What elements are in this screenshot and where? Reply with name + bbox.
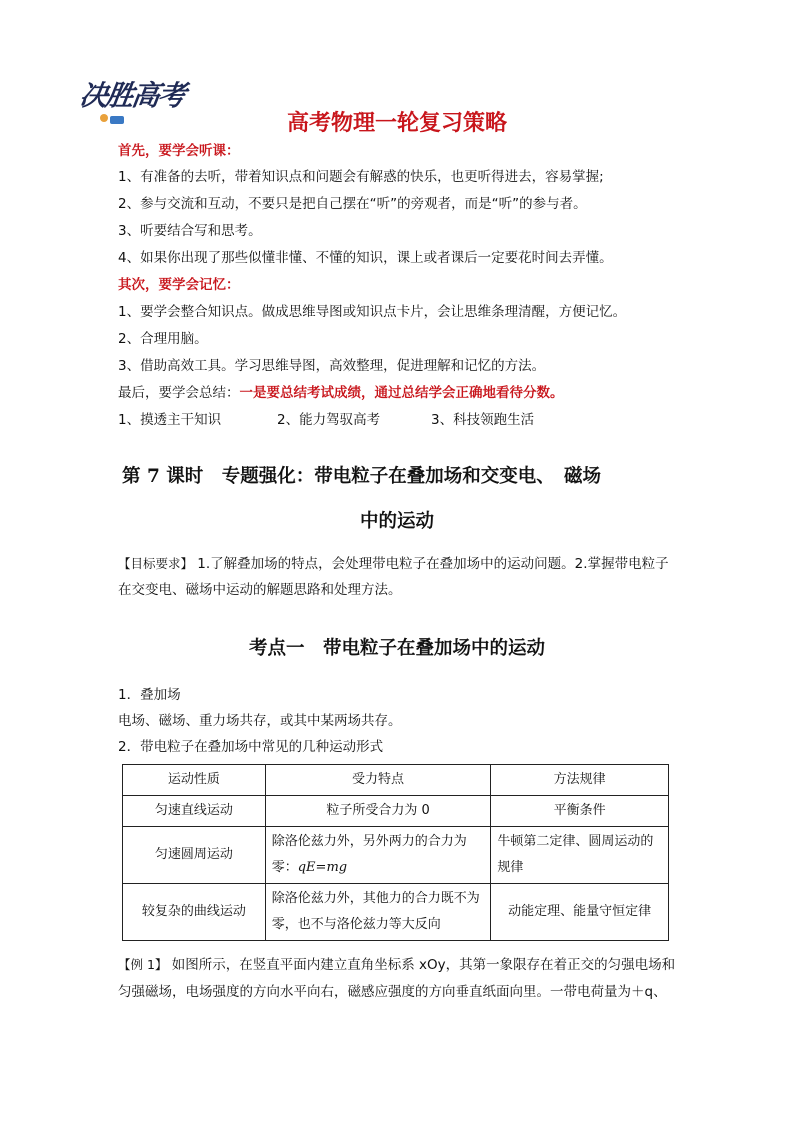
example-line2: 匀强磁场，电场强度的方向水平向右，磁感应强度的方向垂直纸面向里。一带电荷量为＋q、 bbox=[118, 984, 667, 1000]
section3-prefix: 最后，要学会总结： bbox=[118, 385, 240, 401]
section3-point-3: 3、科技领跑生活 bbox=[431, 412, 535, 428]
table-row bbox=[123, 827, 669, 884]
lesson-title-line2: 中的运动 bbox=[359, 511, 434, 532]
formula: qE=mg bbox=[297, 860, 348, 875]
table-header: 受力特点 bbox=[265, 765, 491, 796]
motion-table bbox=[122, 764, 669, 941]
topic1-sub2: 2．带电粒子在叠加场中常见的几种运动形式 bbox=[118, 739, 384, 755]
topic1-sub1-text: 电场、磁场、重力场共存，或其中某两场共存。 bbox=[118, 713, 402, 729]
table-cell: 匀速直线运动 bbox=[123, 796, 266, 827]
goal-text-1: 1.了解叠加场的特点，会处理带电粒子在叠加场中的运动问题。2.掌握带电粒子 bbox=[193, 556, 669, 572]
section1-item-2: 2、参与交流和互动，不要只是把自己摆在“听”的旁观者，而是“听”的参与者。 bbox=[118, 196, 587, 212]
page-title: 高考物理一轮复习策略 bbox=[286, 111, 507, 136]
example-line1 bbox=[118, 956, 675, 974]
section3-highlight: 一是要总结考试成绩，通过总结学会正确地看待分数。 bbox=[239, 385, 564, 401]
table-cell: 粒子所受合力为 0 bbox=[265, 796, 491, 827]
table-cell: 匀速圆周运动 bbox=[123, 827, 266, 884]
topic1-title: 考点一 带电粒子在叠加场中的运动 bbox=[248, 638, 545, 659]
table-cell: 较复杂的曲线运动 bbox=[123, 884, 266, 941]
table-cell: 平衡条件 bbox=[491, 796, 669, 827]
section2-heading: 其次，要学会记忆： bbox=[118, 277, 240, 293]
example-tag: 【例 1】 bbox=[118, 957, 168, 972]
goal-line2: 在交变电、磁场中运动的解题思路和处理方法。 bbox=[118, 582, 402, 598]
logo-text: 决胜高考 bbox=[77, 79, 187, 112]
table-header: 运动性质 bbox=[123, 765, 266, 796]
goal-line1 bbox=[118, 555, 669, 573]
section2-item-1: 1、要学会整合知识点。做成思维导图或知识点卡片，会让思维条理清醒，方便记忆。 bbox=[118, 304, 627, 320]
table-cell bbox=[265, 827, 491, 884]
table-row bbox=[123, 796, 669, 827]
section1-item-4: 4、如果你出现了那些似懂非懂、不懂的知识，课上或者课后一定要花时间去弄懂。 bbox=[118, 250, 613, 266]
section3-point-2: 2、能力驾驭高考 bbox=[277, 412, 381, 428]
section1-heading: 首先，要学会听课： bbox=[118, 143, 240, 159]
section3-point-1: 1、摸透主干知识 bbox=[118, 412, 222, 428]
section3-summary bbox=[118, 384, 564, 402]
lesson-title-line1: 第 7 课时 专题强化：带电粒子在叠加场和交变电、 磁场 bbox=[122, 466, 602, 487]
topic1-sub1: 1．叠加场 bbox=[118, 687, 181, 703]
table-header: 方法规律 bbox=[491, 765, 669, 796]
table-cell: 除洛伦兹力外，其他力的合力既不为零，也不与洛伦兹力等大反向 bbox=[265, 884, 491, 941]
table-header-row bbox=[123, 765, 669, 796]
table-cell: 动能定理、能量守恒定律 bbox=[491, 884, 669, 941]
section1-item-3: 3、听要结合写和思考。 bbox=[118, 223, 262, 239]
section2-item-3: 3、借助高效工具。学习思维导图，高效整理，促进理解和记忆的方法。 bbox=[118, 358, 546, 374]
goal-tag: 【目标要求】 bbox=[118, 556, 194, 571]
section2-item-2: 2、合理用脑。 bbox=[118, 331, 208, 347]
table-cell: 牛顿第二定律、圆周运动的规律 bbox=[491, 827, 669, 884]
table-cell-text: 除洛伦兹力外，另外两力的合力为零： bbox=[271, 834, 467, 875]
example-text-1: 如图所示，在竖直平面内建立直角坐标系 xOy，其第一象限存在着正交的匀强电场和 bbox=[167, 957, 676, 973]
table-row bbox=[123, 884, 669, 941]
section1-item-1: 1、有准备的去听，带着知识点和问题会有解惑的快乐，也更听得进去，容易掌握; bbox=[118, 169, 604, 185]
